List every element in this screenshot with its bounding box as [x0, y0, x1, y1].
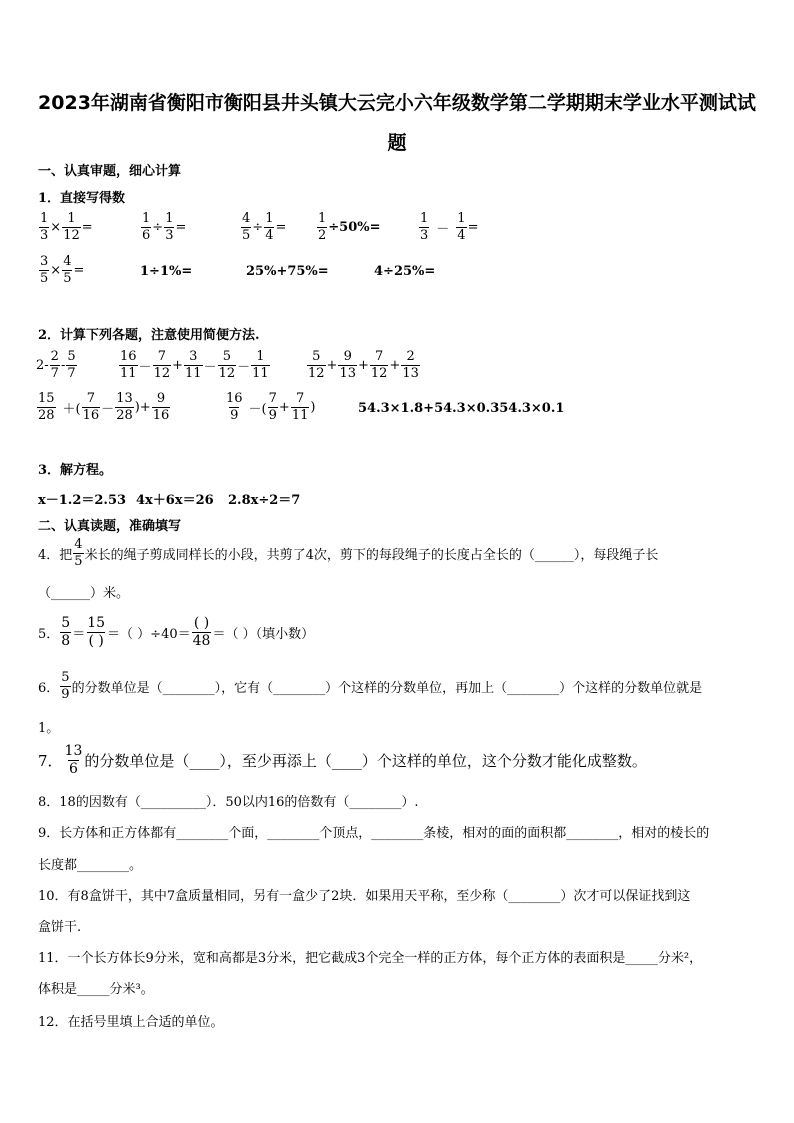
section-heading-1: 一、认真审题，细心计算 — [38, 164, 182, 179]
q2-row2-expr1: $\frac{15}{28}$ ＋( $\frac{7}{16}$ － $\frac{13}{28}$ )+ $\frac{9}{16}$ — [38, 391, 170, 423]
question-10-line2: 盒饼干. — [38, 920, 82, 935]
question-1-label: 1．直接写得数 — [38, 191, 126, 206]
page-title: 2023年湖南省衡阳市衡阳县井头镇大云完小六年级数学第二学期期末学业水平测试试 — [38, 92, 756, 114]
question-11-line2: 体积是_____分米³。 — [38, 982, 154, 997]
q3-equation-3: 2.8x÷2＝7 — [228, 493, 301, 508]
q2-row1-expr3: $\frac{5}{12}$ + $\frac{9}{13}$ + $\frac{7}{12}$ + $\frac{2}{13}$ — [308, 349, 419, 381]
question-5: 5． $\frac{5}{8}$ ＝ $\frac{15}{( )}$ ＝（ ）÷40＝ $\frac{( )}{48}$ ＝（ ）（填小数） — [38, 615, 315, 649]
q2-row1-expr2: $\frac{16}{11}$ － $\frac{7}{12}$ + $\frac{3}{11}$ － $\frac{5}{12}$ － $\frac{1}{11}$ — [120, 349, 269, 381]
question-9-line1: 9．长方体和正方体都有________个面，________个顶点，________条棱，相对的面的面积都________，相对的棱长的 — [38, 826, 710, 841]
q1-row2-expr4: 4÷25%= — [374, 264, 436, 279]
section-heading-2: 二、认真读题，准确填写 — [38, 519, 182, 534]
question-6-line2: 1。 — [38, 721, 60, 736]
question-4: 4．把 $\frac{4}{5}$ 米长的绳子剪成同样长的小段，共剪了4次，剪下的每段绳子的长度占全长的（______），每段绳子长 — [38, 537, 659, 569]
question-9-line2: 长度都________。 — [38, 858, 143, 873]
q2-row2-expr3: 54.3×1.8+54.3×0.354.3×0.1 — [358, 401, 565, 416]
question-4-line2: （______）米。 — [38, 586, 130, 601]
q1-row2-expr2: 1÷1%= — [140, 264, 193, 279]
question-10-line1: 10．有8盒饼干，其中7盒质量相同，另有一盒少了2块．如果用天平称，至少称（________）次才可以保证找到这 — [38, 889, 691, 904]
q1-row1-expr2: $\frac{1}{6}$ ÷ $\frac{1}{3}$ = — [142, 211, 187, 243]
q2-row1-expr1: 2- $\frac{2}{7}$ - $\frac{5}{7}$ — [36, 349, 76, 381]
question-2-label: 2．计算下列各题，注意使用简便方法. — [38, 328, 260, 343]
question-6: 6． $\frac{5}{9}$ 的分数单位是（________），它有（________）个这样的分数单位，再加上（________）个这样的分数单位就是 — [38, 670, 703, 702]
question-3-label: 3．解方程。 — [38, 463, 113, 478]
q3-equation-1: x－1.2＝2.53 — [38, 493, 127, 508]
question-8: 8．18的因数有（__________）．50以内16的倍数有（________）. — [38, 795, 419, 810]
q2-row2-expr2: $\frac{16}{9}$ －( $\frac{7}{9}$ + $\frac{7}{11}$ ) — [226, 391, 316, 423]
question-12: 12．在括号里填上合适的单位。 — [38, 1015, 224, 1030]
q1-row1-expr3: $\frac{4}{5}$ ÷ $\frac{1}{4}$ = — [242, 211, 287, 243]
question-11-line1: 11．一个长方体长9分米，宽和高都是3分米，把它截成3个完全一样的正方体，每个正方体的表面积是_____分米²， — [38, 951, 703, 966]
question-7: 7． $\frac{13}{6}$ 的分数单位是（____），至少再添上（____）个这样的单位，这个分数才能化成整数。 — [38, 743, 647, 777]
q1-row2-expr1: $\frac{3}{5}$ × $\frac{4}{5}$ = — [40, 254, 85, 286]
q3-equation-2: 4x＋6x＝26 — [136, 493, 214, 508]
q1-row1-expr1: $\frac{1}{3}$ × $\frac{1}{12}$ = — [40, 211, 93, 243]
q1-row1-expr4: $\frac{1}{2}$ ÷50%= — [318, 211, 381, 243]
q1-row1-expr5: $\frac{1}{3}$ － $\frac{1}{4}$ = — [420, 211, 479, 243]
q1-row2-expr3: 25%+75%= — [246, 264, 329, 279]
page-title-line2: 题 — [387, 132, 407, 154]
